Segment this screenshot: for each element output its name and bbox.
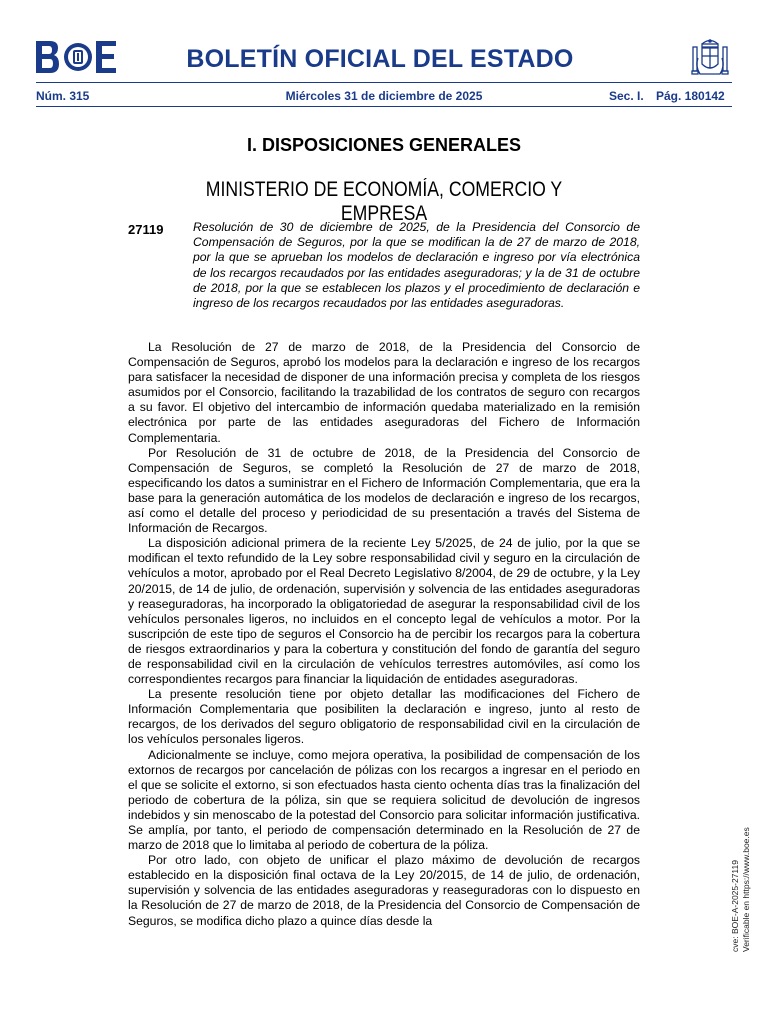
paragraph: Adicionalmente se incluye, como mejora operativa, la posibilidad de compensación de los extornos de recargos por cancelación de pólizas con los recargos a ingresar en el periodo en el que se solicite el extorno, si son efectuados hasta ciento ochenta días tras la finalización del periodo de cobertura de la póliza, sin que se requiera solicitud de devolución de ingresos indebidos y sin menoscabo de la potestad del Consorcio para solicitar información justificativa. Se amplía, por tanto, el periodo de compensación determinado en la Resolución de 27 de marzo de 2018 que lo limitaba al periodo de cobertura de la póliza. <box>128 747 640 853</box>
paragraph: La disposición adicional primera de la reciente Ley 5/2025, de 24 de julio, por la que se modifican el texto refundido de la Ley sobre responsabilidad civil y seguro en la circulación de vehículos a motor, aprobado por el Real Decreto Legislativo 8/2004, de 29 de octubre, y la Ley 20/2015, de 14 de julio, de ordenación, supervisión y solvencia de las entidades aseguradoras y reaseguradoras, ha incorporado la obligatoriedad de asegurar la responsabilidad civil de los vehículos personales ligeros, no incluidos en el concepto legal de vehículos a motor. Por la suscripción de este tipo de seguros el Consorcio ha de percibir los recargos para la cobertura de riesgos extraordinarios y para la cobertura y constitución del fondo de garantía del seguro de responsabilidad civil en la circulación de vehículos terrestres automóviles, así como los correspondientes recargos para financiar la liquidación de entidades aseguradoras. <box>128 536 640 687</box>
paragraph: Por otro lado, con objeto de unificar el plazo máximo de devolución de recargos establecido en la disposición final octava de la Ley 20/2015, de 14 de julio, de ordenación, supervisión y solvencia de las entidades aseguradoras y reaseguradoras con lo dispuesto en la Resolución de 27 de marzo de 2018, de la Presidencia del Consorcio de Compensación de Seguros, se modifica dicho plazo a quince días desde la <box>128 853 640 928</box>
header-rule-bottom <box>36 106 732 107</box>
cve-code: cve: BOE-A-2025-27119 <box>730 860 740 952</box>
issue-number: Núm. 315 <box>36 89 90 103</box>
body-text <box>128 340 640 929</box>
page-ref: Pág. 180142 <box>656 89 725 103</box>
paragraph: La presente resolución tiene por objeto detallar las modificaciones del Fichero de Información Complementaria que posibiliten la declaración e ingreso, junto al resto de recargos, de los derivados del seguro obligatorio de responsabilidad civil en la circulación de los vehículos personales ligeros. <box>128 687 640 747</box>
disposition-number: 27119 <box>128 222 164 237</box>
disposition-summary: Resolución de 30 de diciembre de 2025, de la Presidencia del Consorcio de Compensación de Seguros, por la que se modifican la de 27 de marzo de 2018, por la que se aprueban los modelos de declaración e ingreso por vía electrónica de los recargos recaudados por las entidades aseguradoras; y la de 31 de octubre de 2018, por la que se establecen los plazos y el procedimiento de declaración e ingreso de los recargos recaudados por las entidades aseguradoras. <box>193 220 640 311</box>
ministry-heading: MINISTERIO DE ECONOMÍA, COMERCIO Y EMPRESA <box>205 178 563 225</box>
section-ref: Sec. I. <box>609 89 644 103</box>
issue-date: Miércoles 31 de diciembre de 2025 <box>285 89 483 103</box>
paragraph: La Resolución de 27 de marzo de 2018, de la Presidencia del Consorcio de Compensación de Seguros, aprobó los modelos para la declaración e ingreso de los recargos para satisfacer la necesidad de disponer de una información precisa y completa de los riesgos asumidos por el Consorcio, facilitando la trazabilidad de los contratos de seguro con recargos a su favor. El objetivo del intercambio de información quedaba materializado en la remisión electrónica por parte de las entidades aseguradoras del Fichero de Información Complementaria. <box>128 340 640 445</box>
coat-of-arms-icon <box>690 36 730 80</box>
boe-logo <box>36 41 116 73</box>
verification-sidebar <box>730 827 752 952</box>
gazette-title: BOLETÍN OFICIAL DEL ESTADO <box>186 45 574 73</box>
section-title: I. DISPOSICIONES GENERALES <box>246 135 522 155</box>
verify-link[interactable]: Verificable en https://www.boe.es <box>741 827 751 952</box>
header-rule-top <box>36 82 732 83</box>
paragraph: Por Resolución de 31 de octubre de 2018, de la Presidencia del Consorcio de Compensación de Seguros, se completó la Resolución de 27 de marzo de 2018, especificando los datos a suministrar en el Fichero de Información Complementaria, que era la base para la generación automática de los modelos de declaración e ingreso de los recargos, así como el detalle del proceso y periodicidad de su presentación a través del Sistema de Información de Recargos. <box>128 445 640 536</box>
